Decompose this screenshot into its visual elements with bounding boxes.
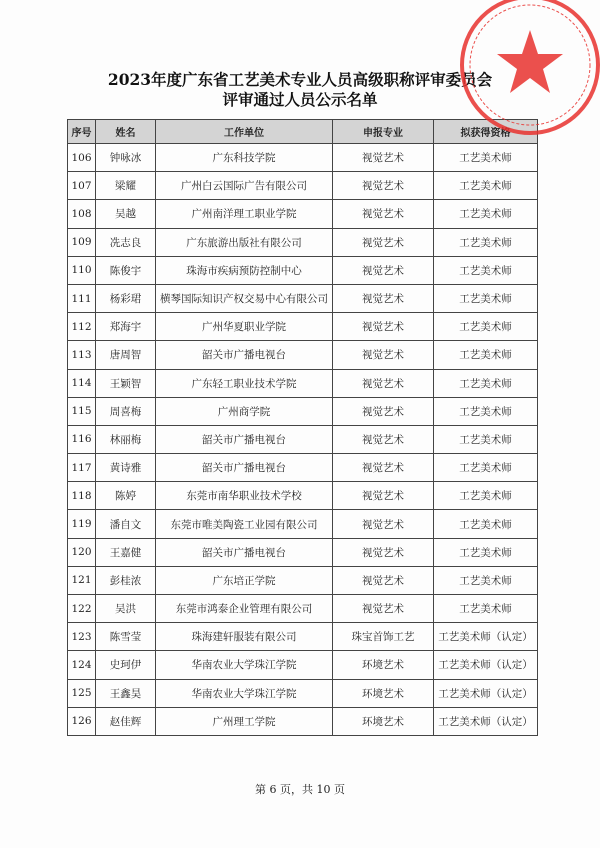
cell-major: 视觉艺术	[333, 482, 434, 510]
cell-name: 赵佳辉	[96, 707, 156, 735]
cell-employer: 横琴国际知识产权交易中心有限公司	[156, 284, 333, 312]
cell-seq: 117	[68, 454, 96, 482]
table-row	[68, 679, 538, 707]
table-row	[68, 538, 538, 566]
cell-seq: 114	[68, 369, 96, 397]
column-header-qualification: 拟获得资格	[434, 120, 538, 144]
cell-name: 陈婷	[96, 482, 156, 510]
table-row	[68, 397, 538, 425]
cell-qualification: 工艺美术师	[434, 341, 538, 369]
cell-seq: 124	[68, 651, 96, 679]
table-row	[68, 256, 538, 284]
column-header-name: 姓名	[96, 120, 156, 144]
official-seal-stamp	[455, 0, 600, 140]
cell-employer: 广东旅游出版社有限公司	[156, 228, 333, 256]
cell-name: 梁耀	[96, 172, 156, 200]
column-header-major: 申报专业	[333, 120, 434, 144]
cell-seq: 123	[68, 623, 96, 651]
cell-name: 吴越	[96, 200, 156, 228]
title-line-2: 评审通过人员公示名单	[222, 90, 378, 109]
cell-qualification: 工艺美术师	[434, 510, 538, 538]
cell-employer: 广州白云国际广告有限公司	[156, 172, 333, 200]
cell-major: 视觉艺术	[333, 341, 434, 369]
cell-employer: 广州理工学院	[156, 707, 333, 735]
cell-name: 史珂伊	[96, 651, 156, 679]
cell-major: 视觉艺术	[333, 172, 434, 200]
cell-employer: 广东科技学院	[156, 144, 333, 172]
table-row	[68, 172, 538, 200]
column-header-employer: 工作单位	[156, 120, 333, 144]
cell-employer: 广东培正学院	[156, 566, 333, 594]
cell-qualification: 工艺美术师（认定）	[434, 623, 538, 651]
cell-name: 杨彩珺	[96, 284, 156, 312]
cell-employer: 韶关市广播电视台	[156, 341, 333, 369]
table-row	[68, 454, 538, 482]
table-row	[68, 623, 538, 651]
cell-seq: 108	[68, 200, 96, 228]
table-row	[68, 566, 538, 594]
cell-seq: 121	[68, 566, 96, 594]
cell-seq: 116	[68, 425, 96, 453]
cell-major: 环境艺术	[333, 679, 434, 707]
cell-major: 视觉艺术	[333, 369, 434, 397]
table-row	[68, 228, 538, 256]
cell-name: 周喜梅	[96, 397, 156, 425]
cell-qualification: 工艺美术师（认定）	[434, 707, 538, 735]
cell-qualification: 工艺美术师	[434, 369, 538, 397]
cell-qualification: 工艺美术师	[434, 200, 538, 228]
cell-employer: 韶关市广播电视台	[156, 454, 333, 482]
cell-major: 视觉艺术	[333, 566, 434, 594]
cell-name: 王颖智	[96, 369, 156, 397]
cell-major: 视觉艺术	[333, 397, 434, 425]
cell-qualification: 工艺美术师	[434, 172, 538, 200]
table-row	[68, 341, 538, 369]
cell-major: 环境艺术	[333, 651, 434, 679]
cell-major: 视觉艺术	[333, 425, 434, 453]
cell-seq: 107	[68, 172, 96, 200]
cell-qualification: 工艺美术师	[434, 256, 538, 284]
cell-name: 郑海宇	[96, 313, 156, 341]
table-row	[68, 200, 538, 228]
cell-seq: 126	[68, 707, 96, 735]
table-row	[68, 313, 538, 341]
cell-employer: 东莞市鸿泰企业管理有限公司	[156, 595, 333, 623]
cell-employer: 广东轻工职业技术学院	[156, 369, 333, 397]
cell-major: 珠宝首饰工艺	[333, 623, 434, 651]
cell-name: 彭桂浓	[96, 566, 156, 594]
cell-qualification: 工艺美术师	[434, 482, 538, 510]
cell-employer: 韶关市广播电视台	[156, 425, 333, 453]
cell-seq: 115	[68, 397, 96, 425]
cell-name: 黄诗雅	[96, 454, 156, 482]
title-line-1: 2023年度广东省工艺美术专业人员高级职称评审委员会	[107, 70, 493, 89]
cell-seq: 109	[68, 228, 96, 256]
cell-employer: 东莞市南华职业技术学校	[156, 482, 333, 510]
cell-employer: 东莞市唯美陶瓷工业园有限公司	[156, 510, 333, 538]
cell-name: 钟咏冰	[96, 144, 156, 172]
cell-seq: 122	[68, 595, 96, 623]
cell-qualification: 工艺美术师	[434, 566, 538, 594]
cell-employer: 华南农业大学珠江学院	[156, 651, 333, 679]
cell-major: 视觉艺术	[333, 284, 434, 312]
cell-seq: 125	[68, 679, 96, 707]
cell-qualification: 工艺美术师	[434, 228, 538, 256]
table-row	[68, 284, 538, 312]
cell-name: 陈雪莹	[96, 623, 156, 651]
cell-major: 视觉艺术	[333, 538, 434, 566]
cell-qualification: 工艺美术师	[434, 144, 538, 172]
cell-employer: 广州商学院	[156, 397, 333, 425]
cell-name: 唐周智	[96, 341, 156, 369]
cell-major: 视觉艺术	[333, 256, 434, 284]
cell-seq: 118	[68, 482, 96, 510]
cell-name: 林丽梅	[96, 425, 156, 453]
star-icon	[497, 30, 563, 93]
cell-qualification: 工艺美术师	[434, 313, 538, 341]
cell-major: 视觉艺术	[333, 144, 434, 172]
cell-qualification: 工艺美术师	[434, 538, 538, 566]
cell-major: 视觉艺术	[333, 510, 434, 538]
cell-seq: 113	[68, 341, 96, 369]
cell-major: 环境艺术	[333, 707, 434, 735]
column-header-seq: 序号	[68, 120, 96, 144]
cell-seq: 106	[68, 144, 96, 172]
cell-qualification: 工艺美术师（认定）	[434, 679, 538, 707]
cell-major: 视觉艺术	[333, 200, 434, 228]
cell-employer: 广州华夏职业学院	[156, 313, 333, 341]
cell-seq: 120	[68, 538, 96, 566]
cell-major: 视觉艺术	[333, 228, 434, 256]
cell-name: 王嘉健	[96, 538, 156, 566]
table-row	[68, 144, 538, 172]
table-row	[68, 651, 538, 679]
cell-qualification: 工艺美术师（认定）	[434, 651, 538, 679]
cell-employer: 广州南洋理工职业学院	[156, 200, 333, 228]
cell-seq: 110	[68, 256, 96, 284]
cell-qualification: 工艺美术师	[434, 454, 538, 482]
cell-qualification: 工艺美术师	[434, 595, 538, 623]
approved-list-table	[67, 119, 538, 736]
cell-name: 陈俊宇	[96, 256, 156, 284]
cell-seq: 112	[68, 313, 96, 341]
table-row	[68, 707, 538, 735]
cell-name: 潘自文	[96, 510, 156, 538]
cell-employer: 华南农业大学珠江学院	[156, 679, 333, 707]
cell-name: 吴洪	[96, 595, 156, 623]
cell-major: 视觉艺术	[333, 595, 434, 623]
table-row	[68, 595, 538, 623]
cell-major: 视觉艺术	[333, 313, 434, 341]
cell-employer: 珠海建轩服装有限公司	[156, 623, 333, 651]
cell-qualification: 工艺美术师	[434, 425, 538, 453]
table-row	[68, 425, 538, 453]
cell-name: 冼志良	[96, 228, 156, 256]
cell-employer: 珠海市疾病预防控制中心	[156, 256, 333, 284]
table-row	[68, 482, 538, 510]
cell-qualification: 工艺美术师	[434, 397, 538, 425]
cell-major: 视觉艺术	[333, 454, 434, 482]
page-number: 第 6 页，共 10 页	[255, 783, 345, 796]
table-row	[68, 369, 538, 397]
cell-seq: 111	[68, 284, 96, 312]
cell-seq: 119	[68, 510, 96, 538]
cell-employer: 韶关市广播电视台	[156, 538, 333, 566]
table-row	[68, 510, 538, 538]
cell-name: 王鑫昊	[96, 679, 156, 707]
cell-qualification: 工艺美术师	[434, 284, 538, 312]
